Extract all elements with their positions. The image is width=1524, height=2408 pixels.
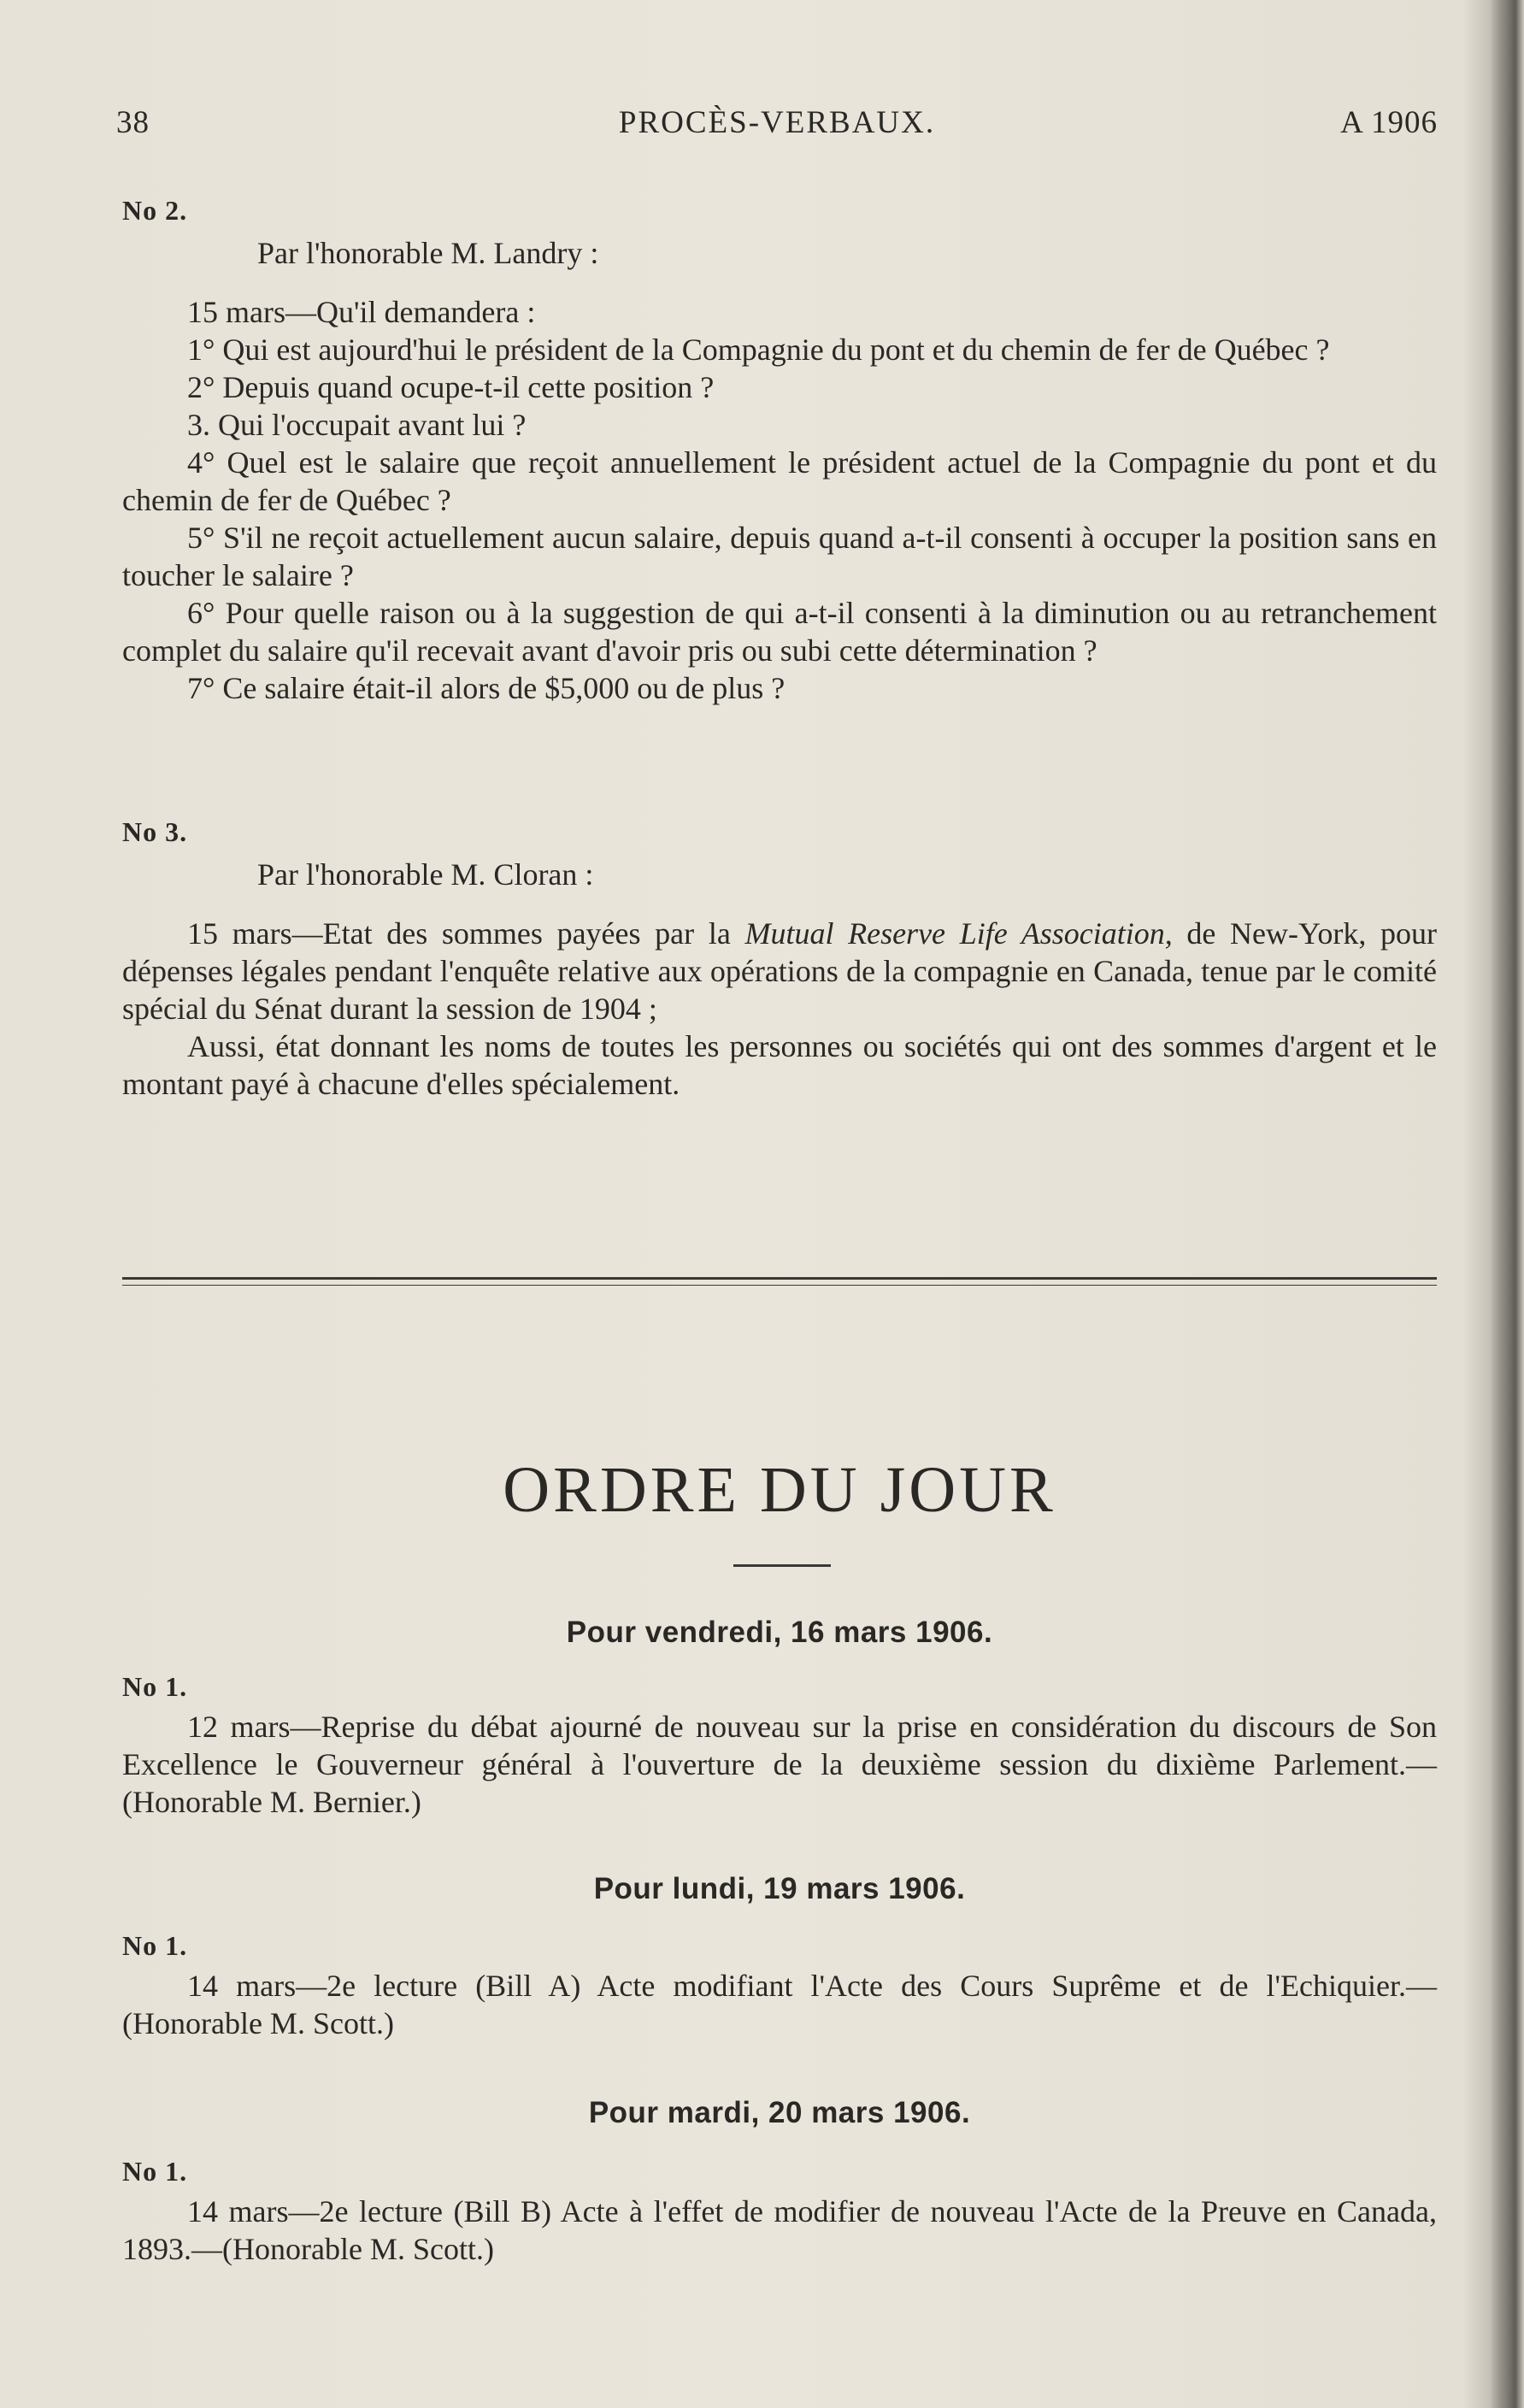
question-author: Par l'honorable M. Landry : [257,236,599,270]
day-heading: Pour mardi, 20 mars 1906. [588,2096,971,2129]
item-number: No 1. [122,1671,188,1702]
question-line: 7° Ce salaire était-il alors de $5,000 ou de plus ? [187,671,786,705]
running-title: PROCÈS-VERBAUX. [618,105,936,140]
item-text: 14 mars—2e lecture (Bill B) Acte à l'effet de modifier de nouveau l'Acte de la Preuve en Canada, 1893.—(Honorable M. Scott.) [122,2194,1437,2266]
question-line: 1° Qui est aujourd'hui le président de la Compagnie du pont et du chemin de fer de Québec ? [187,333,1330,367]
question-line: 5° S'il ne reçoit actuellement aucun salaire, depuis quand a-t-il consenti à occuper la position sans en toucher le salaire ? [122,521,1437,592]
item-text: 12 mars—Reprise du débat ajourné de nouveau sur la prise en considération du discours de Son Excellence le Gouverneur général à l'ouverture de la deuxième session du dixième Parlement.—(Honorable M. Bernier.) [122,1710,1437,1819]
question-author: Par l'honorable M. Cloran : [257,857,594,892]
question-line: 15 mars—Qu'il demandera : [187,295,536,329]
item-number: No 1. [122,1930,188,1961]
association-name: Mutual Reserve Life Association, [744,916,1173,951]
page-number: 38 [116,105,150,140]
question-line: 3. Qui l'occupait avant lui ? [187,408,527,442]
day-heading: Pour lundi, 19 mars 1906. [593,1872,966,1905]
question-no3 [122,816,1437,1103]
section-divider-top [122,1277,1437,1280]
section-divider-bottom [122,1285,1437,1286]
header-year: A 1906 [1340,105,1438,140]
question-line: 4° Quel est le salaire que reçoit annuellement le président actuel de la Compagnie du pont et du chemin de fer de Québec ? [122,445,1437,517]
question-number: No 3. [122,816,188,847]
page-binding-shadow [1490,0,1524,2408]
return-text-after: de New-York, pour dépenses légales pendant l'enquête relative aux opérations de la compagnie en Canada, tenue par le comité spécial du Sénat durant la session de 1904 ; [122,916,1437,1026]
page-header [116,104,1438,147]
question-number: No 2. [122,195,188,226]
title-rule [733,1564,831,1567]
order-of-day-title: ORDRE DU JOUR [503,1454,1056,1526]
question-line [122,915,1437,1027]
question-no2 [122,195,1437,707]
day-heading: Pour vendredi, 16 mars 1906. [566,1616,993,1649]
item-number: No 1. [122,2156,188,2187]
return-text-before: 15 mars—Etat des sommes payées par la [187,916,745,951]
question-line: 2° Depuis quand ocupe-t-il cette position ? [187,370,715,404]
question-line: Aussi, état donnant les noms de toutes les personnes ou sociétés qui ont des sommes d'argent et le montant payé à chacune d'elles spécialement. [122,1029,1437,1101]
item-text: 14 mars—2e lecture (Bill A) Acte modifiant l'Acte des Cours Suprême et de l'Echiquier.—(Honorable M. Scott.) [122,1969,1437,2040]
question-line: 6° Pour quelle raison ou à la suggestion de qui a-t-il consenti à la diminution ou au retranchement complet du salaire qu'il recevait avant d'avoir pris ou subi cette détermination ? [122,596,1437,668]
day-item [122,1671,1437,1821]
day-item [122,1930,1437,2042]
day-item [122,2156,1437,2268]
